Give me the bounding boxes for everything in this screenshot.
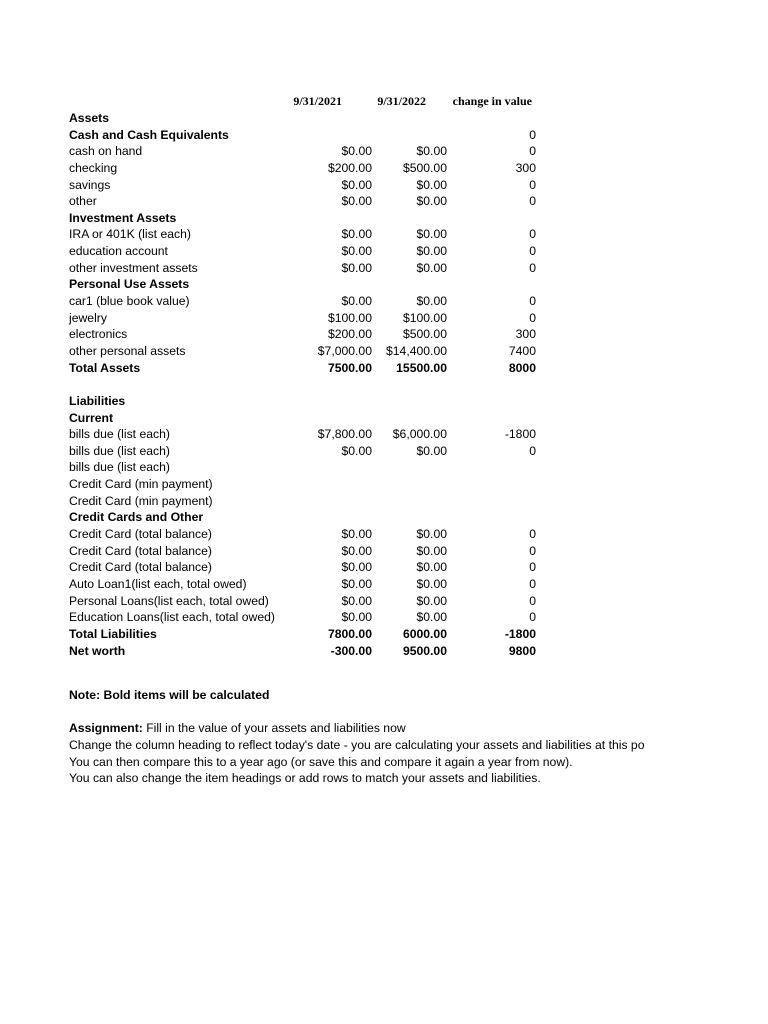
table-row	[0, 260, 768, 277]
value-col1[interactable]: $0.00	[341, 227, 372, 242]
row-label[interactable]: IRA or 401K (list each)	[69, 227, 191, 242]
value-change[interactable]: -1800	[504, 626, 536, 641]
row-label[interactable]: Current	[69, 410, 114, 425]
row-label[interactable]: checking	[69, 160, 118, 175]
value-col2[interactable]: $0.00	[416, 610, 447, 625]
column-header-date-2[interactable]: 9/31/2022	[377, 94, 426, 108]
table-row	[0, 626, 768, 643]
value-col1[interactable]: -300.00	[330, 643, 372, 658]
value-col2[interactable]: $0.00	[416, 194, 447, 209]
value-col1[interactable]: $0.00	[341, 294, 372, 309]
value-col2[interactable]: $0.00	[416, 244, 447, 259]
value-change[interactable]: 8000	[508, 360, 536, 375]
value-col1[interactable]: $200.00	[327, 160, 372, 175]
value-col2[interactable]: $0.00	[416, 227, 447, 242]
value-col2[interactable]: $0.00	[416, 527, 447, 542]
row-label[interactable]: Credit Cards and Other	[69, 510, 204, 525]
value-col2[interactable]: 9500.00	[402, 643, 447, 658]
table-row	[0, 543, 768, 560]
table-row	[0, 410, 768, 427]
value-change[interactable]: 0	[529, 127, 536, 142]
row-label[interactable]: electronics	[69, 327, 128, 342]
value-change[interactable]: 0	[529, 576, 536, 591]
row-label[interactable]: Auto Loan1(list each, total owed)	[69, 576, 247, 591]
table-row	[0, 310, 768, 327]
table-row	[0, 476, 768, 493]
value-col2[interactable]: $500.00	[402, 160, 447, 175]
table-row	[0, 360, 768, 377]
row-label[interactable]: Credit Card (min payment)	[69, 493, 213, 508]
value-change[interactable]: 0	[529, 543, 536, 558]
value-change[interactable]: 0	[529, 443, 536, 458]
value-change[interactable]: 0	[529, 144, 536, 159]
value-col2[interactable]: $0.00	[416, 177, 447, 192]
instruction-line-2: Change the column heading to reflect today's date - you are calculating your assets and liabilities at this po	[69, 737, 645, 752]
assignment-text: Fill in the value of your assets and liabilities now	[142, 721, 406, 736]
table-row	[0, 210, 768, 227]
value-col2[interactable]: $0.00	[416, 294, 447, 309]
value-change[interactable]: 0	[529, 593, 536, 608]
value-col1[interactable]: $0.00	[341, 194, 372, 209]
row-label[interactable]: Cash and Cash Equivalents	[69, 127, 229, 142]
row-label[interactable]: Credit Card (total balance)	[69, 560, 212, 575]
row-label[interactable]: Investment Assets	[69, 210, 177, 225]
note-bold-items: Note: Bold items will be calculated	[69, 688, 270, 702]
value-col2[interactable]: $0.00	[416, 576, 447, 591]
row-label[interactable]: Total Liabilities	[69, 626, 157, 641]
column-header-change[interactable]: change in value	[452, 94, 532, 108]
table-row	[0, 293, 768, 310]
instruction-line-3: You can then compare this to a year ago (or save this and compare it again a year from now).	[69, 754, 573, 769]
value-change[interactable]: -1800	[504, 427, 536, 442]
value-col2[interactable]: $0.00	[416, 593, 447, 608]
row-label[interactable]: bills due (list each)	[69, 460, 170, 475]
value-col1[interactable]: $0.00	[341, 144, 372, 159]
table-row	[0, 593, 768, 610]
value-col2[interactable]: $500.00	[402, 327, 447, 342]
value-col1[interactable]: $0.00	[341, 576, 372, 591]
row-label[interactable]: Net worth	[69, 643, 126, 658]
table-row	[0, 393, 768, 410]
value-col2[interactable]: $0.00	[416, 443, 447, 458]
value-col1[interactable]: $0.00	[341, 177, 372, 192]
value-change[interactable]: 300	[515, 327, 536, 342]
value-change[interactable]: 0	[529, 177, 536, 192]
table-row	[0, 609, 768, 626]
row-label[interactable]: Credit Card (total balance)	[69, 543, 212, 558]
value-col1[interactable]: $0.00	[341, 593, 372, 608]
assignment-line	[69, 720, 768, 737]
row-label[interactable]: Total Assets	[69, 360, 141, 375]
table-row	[0, 576, 768, 593]
table-row	[0, 559, 768, 576]
column-header-date-1[interactable]: 9/31/2021	[293, 94, 342, 108]
value-col1[interactable]: $0.00	[341, 443, 372, 458]
row-label[interactable]: other investment assets	[69, 260, 198, 275]
value-change[interactable]: 300	[515, 160, 536, 175]
table-row	[0, 443, 768, 460]
table-row	[0, 526, 768, 543]
value-col1[interactable]: $200.00	[327, 327, 372, 342]
value-change[interactable]: 0	[529, 227, 536, 242]
balance-sheet-table	[0, 110, 768, 659]
value-col2[interactable]: 6000.00	[402, 626, 447, 641]
value-change[interactable]: 7400	[508, 343, 536, 358]
value-col1[interactable]: 7500.00	[327, 360, 372, 375]
value-col2[interactable]: $0.00	[416, 543, 447, 558]
value-col1[interactable]: $7,000.00	[317, 343, 372, 358]
table-row	[0, 493, 768, 510]
value-col1[interactable]: 7800.00	[327, 626, 372, 641]
row-label[interactable]: Credit Card (min payment)	[69, 477, 213, 492]
table-row	[0, 276, 768, 293]
row-label[interactable]: car1 (blue book value)	[69, 294, 190, 309]
table-row	[0, 509, 768, 526]
value-col1[interactable]: $7,800.00	[317, 427, 372, 442]
value-change[interactable]: 0	[529, 194, 536, 209]
table-row	[0, 177, 768, 194]
value-col2[interactable]: $0.00	[416, 260, 447, 275]
value-col2[interactable]: 15500.00	[396, 360, 447, 375]
value-change[interactable]: 0	[529, 527, 536, 542]
value-col2[interactable]: $6,000.00	[392, 427, 447, 442]
table-row	[0, 376, 768, 393]
instruction-line-4: You can also change the item headings or add rows to match your assets and liabilities.	[69, 771, 541, 786]
value-col1[interactable]: $0.00	[341, 260, 372, 275]
value-change[interactable]: 0	[529, 260, 536, 275]
value-col1[interactable]: $0.00	[341, 244, 372, 259]
value-col2[interactable]: $100.00	[402, 310, 447, 325]
value-change[interactable]: 0	[529, 610, 536, 625]
table-row	[0, 127, 768, 144]
table-row	[0, 193, 768, 210]
row-label[interactable]: savings	[69, 177, 111, 192]
table-row	[0, 160, 768, 177]
value-change[interactable]: 0	[529, 244, 536, 259]
row-label[interactable]: jewelry	[69, 310, 107, 325]
row-label[interactable]: bills due (list each)	[69, 427, 170, 442]
table-row	[0, 326, 768, 343]
value-col2[interactable]: $14,400.00	[386, 343, 447, 358]
table-row	[0, 243, 768, 260]
table-row	[0, 643, 768, 660]
value-col1[interactable]: $0.00	[341, 543, 372, 558]
value-col2[interactable]: $0.00	[416, 560, 447, 575]
value-col1[interactable]: $100.00	[327, 310, 372, 325]
value-col1[interactable]: $0.00	[341, 527, 372, 542]
row-label[interactable]: Personal Loans(list each, total owed)	[69, 593, 269, 608]
row-label[interactable]: other personal assets	[69, 343, 186, 358]
value-col1[interactable]: $0.00	[341, 610, 372, 625]
row-label[interactable]: cash on hand	[69, 144, 143, 159]
row-label[interactable]: other	[69, 194, 97, 209]
notes-section	[69, 687, 768, 787]
row-label[interactable]: education account	[69, 244, 168, 259]
table-row	[0, 343, 768, 360]
value-change[interactable]: 0	[529, 294, 536, 309]
row-label[interactable]: Education Loans(list each, total owed)	[69, 610, 275, 625]
value-change[interactable]: 0	[529, 560, 536, 575]
table-row	[0, 426, 768, 443]
row-label[interactable]: Personal Use Assets	[69, 277, 190, 292]
value-col1[interactable]: $0.00	[341, 560, 372, 575]
row-label[interactable]: Assets	[69, 111, 109, 125]
table-row	[0, 459, 768, 476]
value-change[interactable]: 0	[529, 310, 536, 325]
table-row	[0, 110, 768, 127]
value-change[interactable]: 9800	[508, 643, 536, 658]
assignment-label: Assignment:	[69, 721, 143, 736]
table-row	[0, 143, 768, 160]
row-label[interactable]: bills due (list each)	[69, 443, 170, 458]
table-row	[0, 226, 768, 243]
row-label[interactable]: Liabilities	[69, 393, 126, 408]
value-col2[interactable]: $0.00	[416, 144, 447, 159]
row-label[interactable]: Credit Card (total balance)	[69, 527, 212, 542]
